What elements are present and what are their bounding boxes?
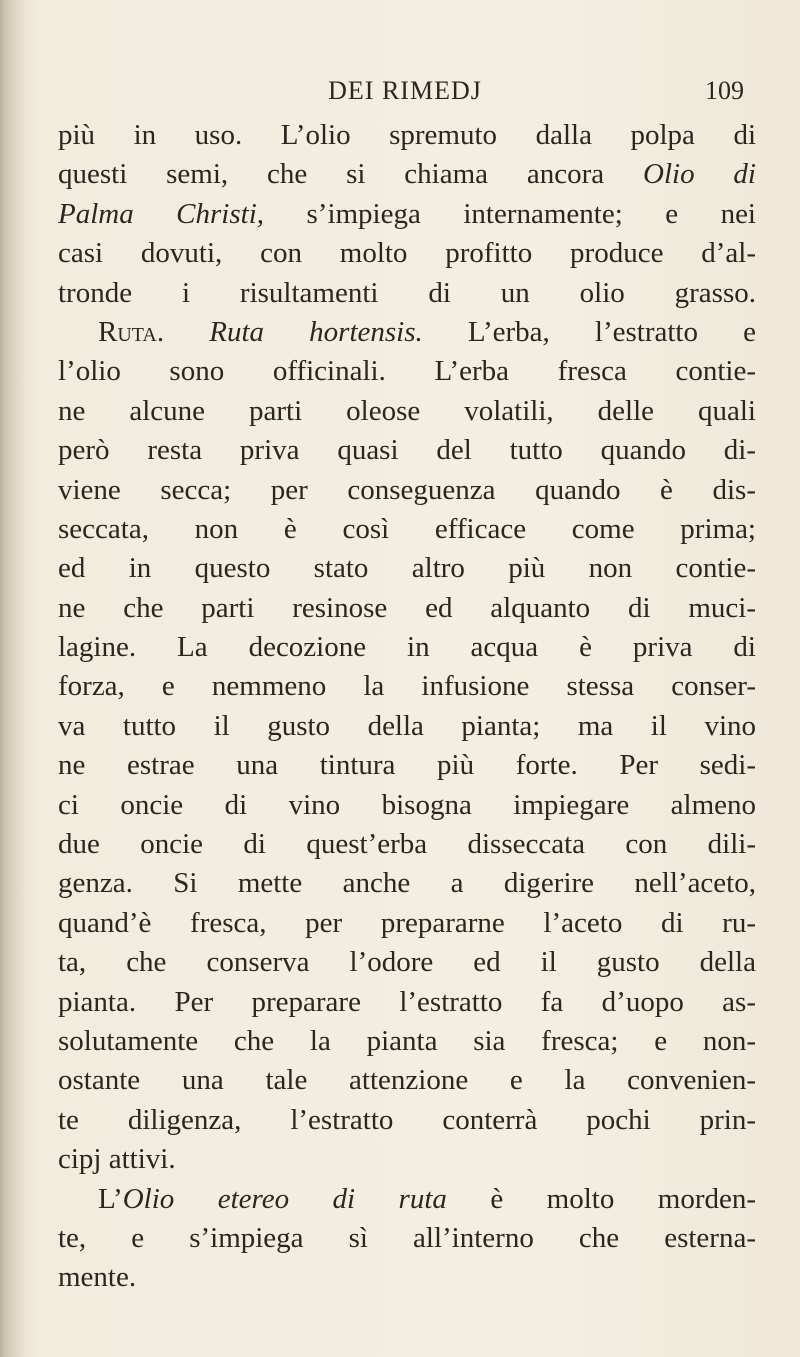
text-line: cipj attivi. — [58, 1143, 176, 1176]
text-line: pianta. Per preparare l’estratto fa d’uopo as- — [58, 985, 756, 1018]
text-line: solutamente che la pianta sia fresca; e non- — [58, 1024, 756, 1057]
text-line: ta, che conserva l’odore ed il gusto della — [58, 946, 756, 979]
text-line: ed in questo stato altro più non contie- — [58, 552, 756, 585]
text-line: viene secca; per conseguenza quando è dis- — [58, 473, 756, 506]
text-line: te, e s’impiega sì all’interno che esterna- — [58, 1221, 756, 1254]
entry-heading: Ruta. — [98, 315, 165, 348]
text-line: te diligenza, l’estratto conterrà pochi prin- — [58, 1103, 756, 1136]
text-line: ci oncie di vino bisogna impiegare almeno — [58, 788, 756, 821]
text-line: L’Olio etereo di ruta è molto morden- — [98, 1182, 757, 1215]
text-line: mente. — [58, 1261, 137, 1294]
text-line: ne alcune parti oleose volatili, delle quali — [58, 394, 756, 427]
text-line: lagine. La decozione in acqua è priva di — [58, 631, 756, 664]
text-line: Ruta. Ruta hortensis. L’erba, l’estratto e — [98, 315, 756, 348]
page-header — [60, 72, 750, 112]
text-line: seccata, non è così efficace come prima; — [58, 512, 756, 545]
text-line: ostante una tale attenzione e la convenien- — [58, 1064, 756, 1097]
text-line: l’olio sono officinali. L’erba fresca contie- — [58, 355, 756, 388]
text-line: più in uso. L’olio spremuto dalla polpa di — [58, 119, 756, 151]
text-line: ne che parti resinose ed alquanto di muci- — [58, 591, 756, 624]
text-line: va tutto il gusto della pianta; ma il vino — [58, 709, 756, 742]
page-number: 109 — [705, 76, 744, 105]
text-line: casi dovuti, con molto profitto produce d’al- — [58, 237, 756, 270]
text-line: ne estrae una tintura più forte. Per sedi- — [58, 749, 756, 782]
text-line: però resta priva quasi del tutto quando di- — [58, 434, 756, 467]
body-text — [58, 116, 756, 1298]
page-gutter — [0, 0, 26, 1357]
text-line: tronde i risultamenti di un olio grasso. — [58, 276, 756, 309]
text-line: due oncie di quest’erba disseccata con dili- — [58, 828, 756, 861]
text-line: quand’è fresca, per prepararne l’aceto di ru- — [58, 906, 756, 939]
running-title: DEI RIMEDJ — [328, 76, 482, 105]
text-line: genza. Si mette anche a digerire nell’aceto, — [58, 867, 756, 900]
text-line: forza, e nemmeno la infusione stessa conser- — [58, 670, 756, 703]
text-line: questi semi, che si chiama ancora Olio di — [58, 158, 756, 191]
text-line: Palma Christi, s’impiega internamente; e nei — [58, 197, 756, 230]
